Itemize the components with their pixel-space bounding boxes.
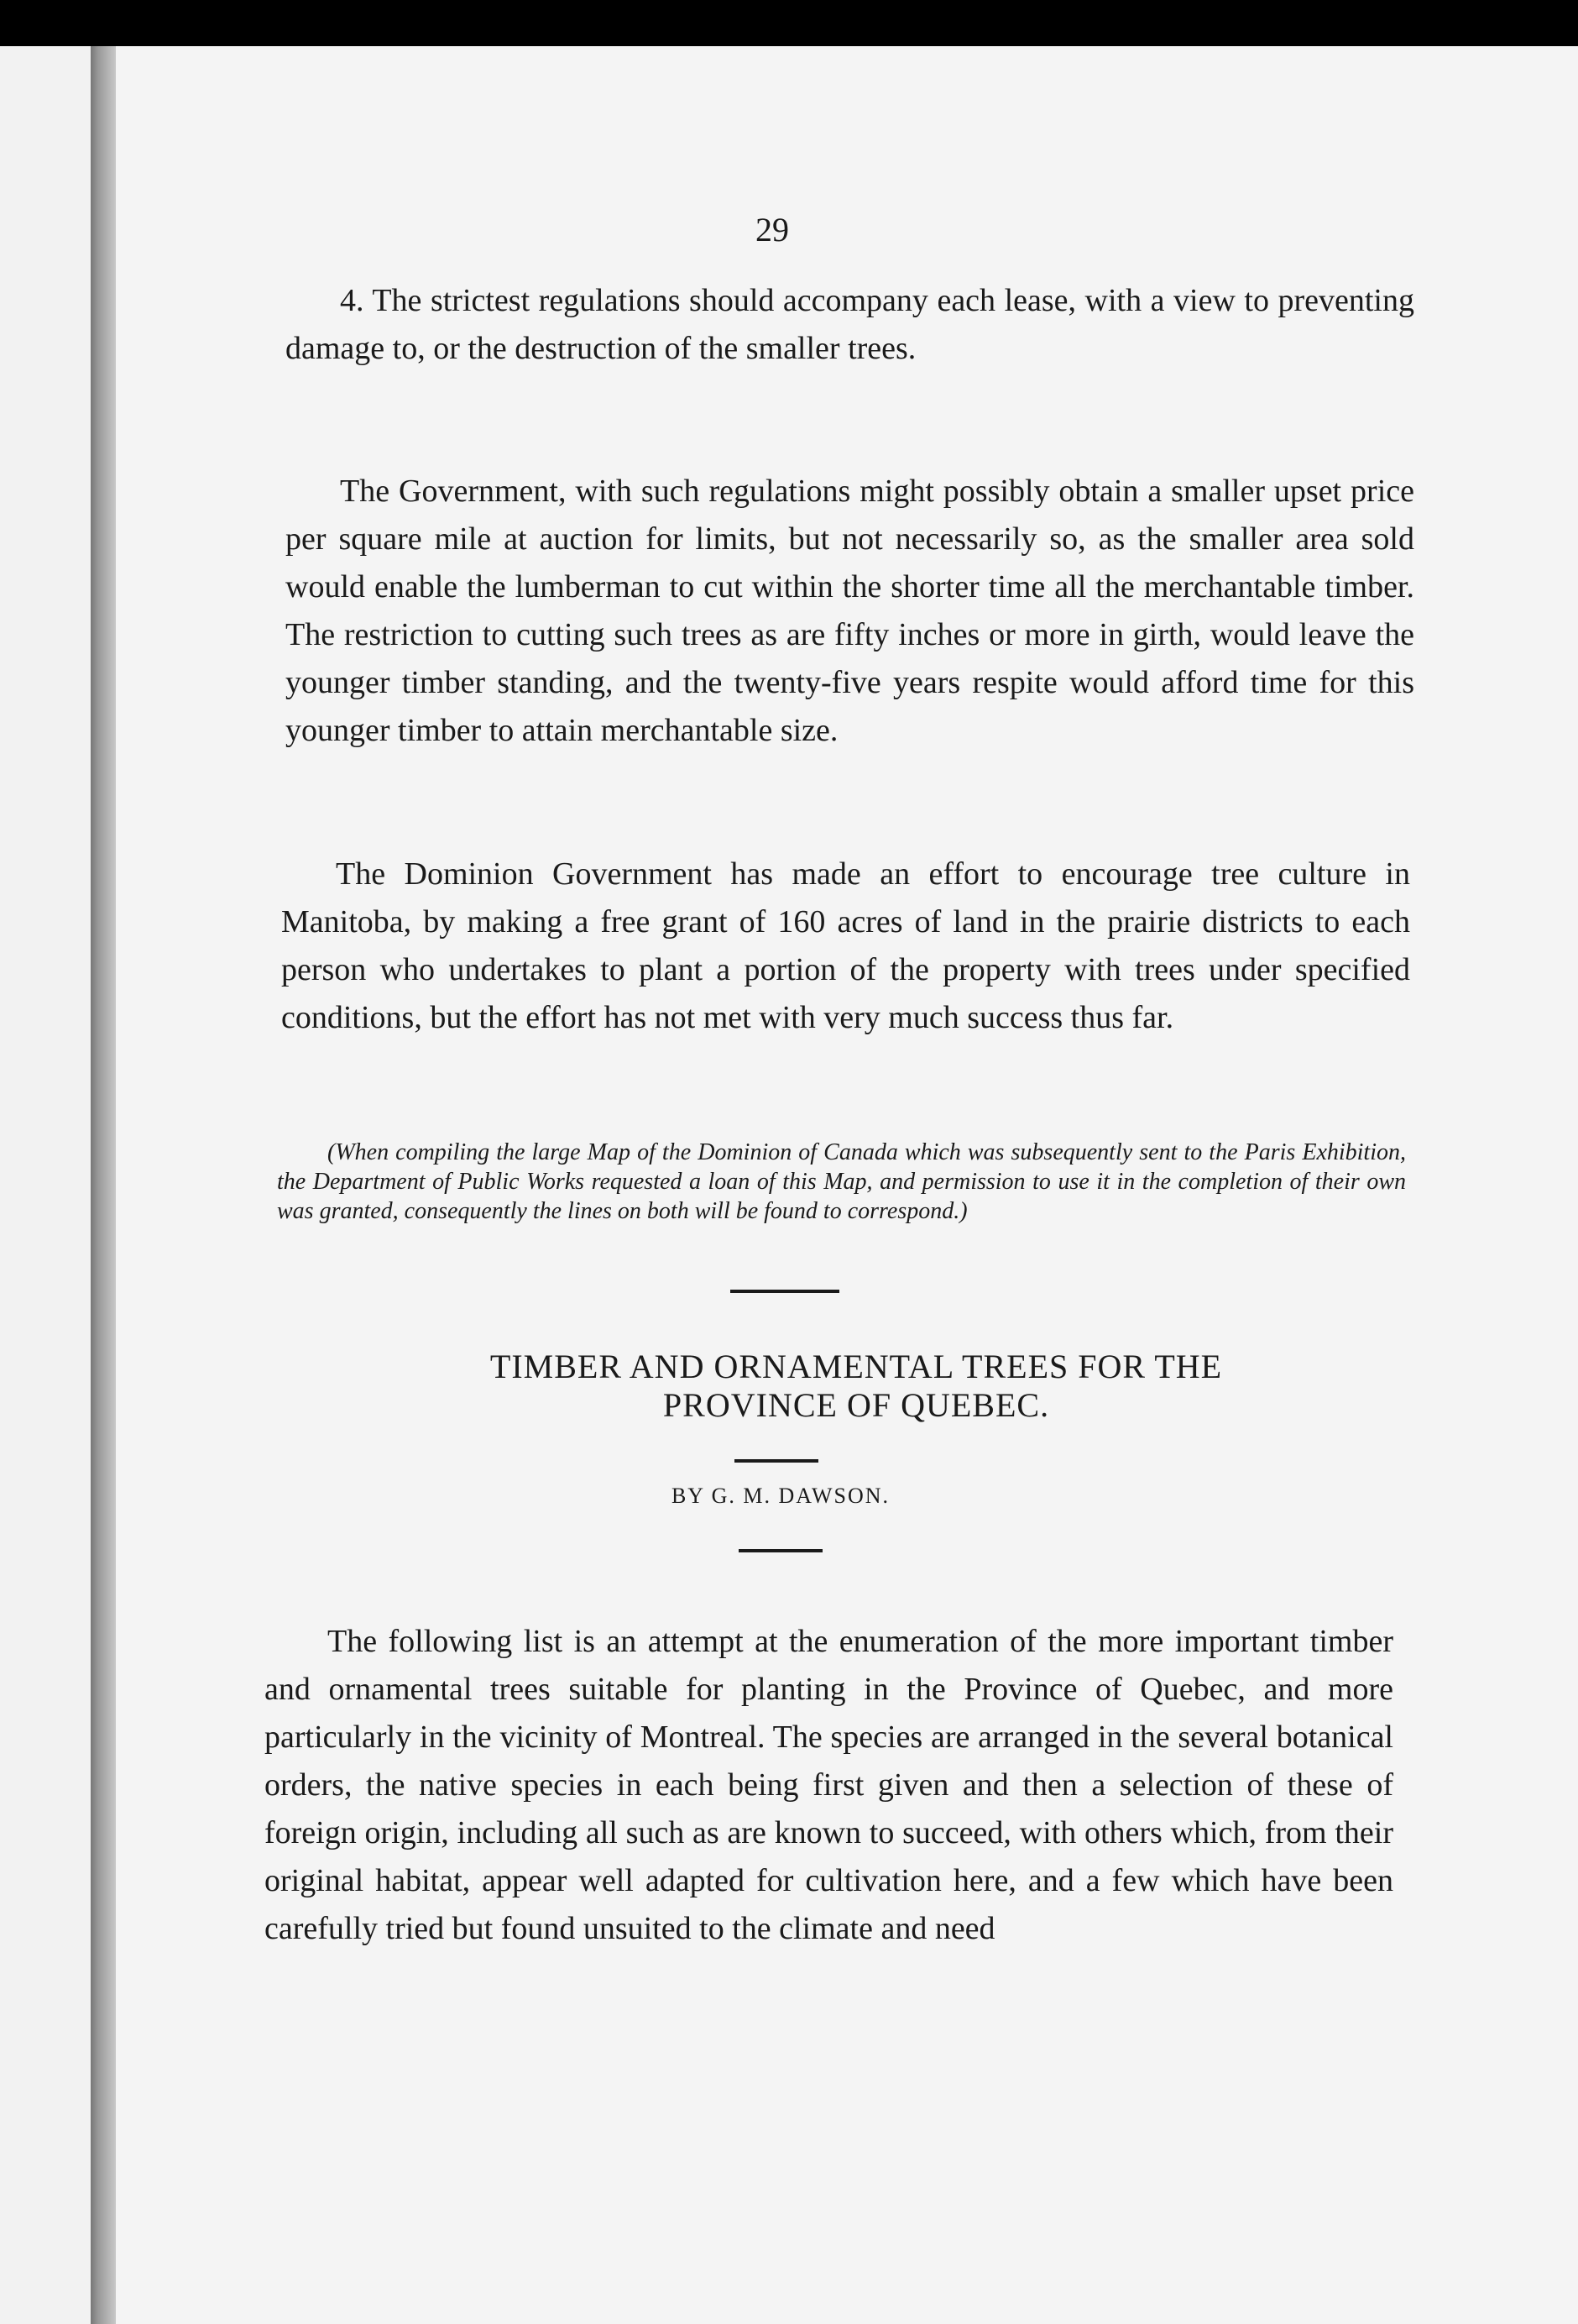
section-title-line-1: TIMBER AND ORNAMENTAL TREES FOR THE: [489, 1348, 1223, 1385]
map-note: (When compiling the large Map of the Dominion of Canada which was subsequently sent to the Paris Exhibition, the Department of Public Works requested a loan of this Map, and permission to use it in the completion of their own was granted, consequently the lines on both will be found to correspond.): [277, 1139, 1406, 1224]
section-title-line-2: PROVINCE OF QUEBEC.: [662, 1386, 1050, 1424]
book-page: [109, 46, 1578, 2324]
paragraph-government: The Government, with such regulations might possibly obtain a smaller upset price per square mile at auction for limits, but not necessarily so, as the smaller area sold would enable the lumberman to cut within the shorter time all the merchantable timber. The restriction to cutting such trees as are fifty inches or more in girth, would leave the younger timber standing, and the twenty-five years respite would afford time for this younger timber to attain merchantable size.: [285, 474, 1414, 748]
spine-shadow: [91, 46, 116, 2324]
paragraph-following-list: The following list is an attempt at the enumeration of the more important timber and ornamental trees suitable for planting in the Province of Quebec, and more particularly in the vicinity of Montreal. The species are arranged in the several botanical orders, the native species in each being first given and then a selection of these of foreign origin, including all such as are known to succeed, with others which, from their original habitat, appear well adapted for cultivation here, and a few which have been carefully tried but found unsuited to the climate and need: [264, 1624, 1393, 1946]
paragraph-regulations: 4. The strictest regulations should accompany each lease, with a view to preventing damage to, or the destruction of the smaller trees.: [285, 283, 1414, 366]
byline-divider: [739, 1549, 823, 1552]
previous-page-edge: [0, 46, 97, 2324]
title-divider: [734, 1459, 818, 1463]
section-divider: [730, 1290, 839, 1293]
paragraph-dominion-government: The Dominion Government has made an effort to encourage tree culture in Manitoba, by making a free grant of 160 acres of land in the prairie districts to each person who undertakes to plant a portion of the property with trees under specified conditions, but the effort has not met with very much success thus far.: [281, 856, 1410, 1035]
section-title: [311, 1348, 1402, 1425]
page-number: 29: [755, 211, 789, 249]
author-byline: BY G. M. DAWSON.: [671, 1484, 891, 1508]
